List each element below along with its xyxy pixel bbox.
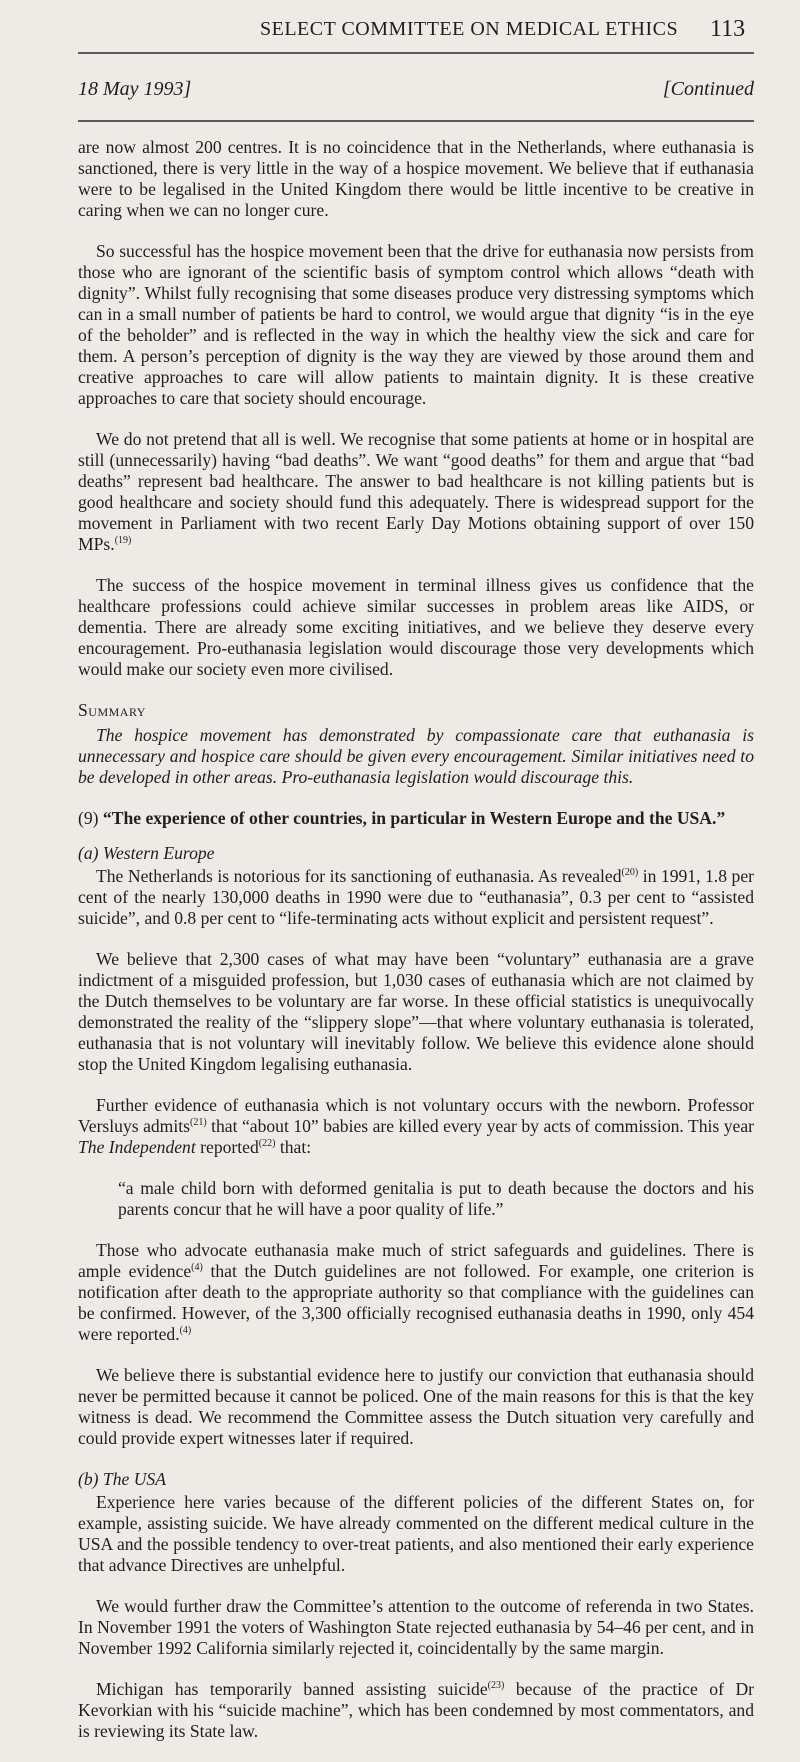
header-rule-top xyxy=(78,52,754,54)
paragraph-dignity: So successful has the hospice movement been that the drive for euthanasia now persists from those who are ignorant of the scientific basis of symptom control which allows “death with dignity”. Whilst fully recognising that some diseases produce very distressing symptoms which can in a small number of patients be hard to control, we would argue that dignity “is in the eye of the beholder” and is reflected in the way in which the healthy view the sick and care for them. A person’s perception of dignity is the way they are viewed by those around them and creative approaches to care will allow patients to maintain dignity. It is these creative approaches to care that society should encourage. xyxy=(78,241,754,408)
section-number: (9) xyxy=(78,808,99,828)
paragraph-text: Further evidence of euthanasia which is not voluntary occurs with the newborn. Professor Versluys admits xyxy=(78,1095,754,1136)
paragraph-text: reported xyxy=(195,1137,259,1157)
evidence-date: 18 May 1993] xyxy=(78,78,192,100)
block-quote: “a male child born with deformed genitalia is put to death because the doctors and his parents concur that he will have a poor quality of life.” xyxy=(118,1178,754,1219)
paragraph-hospice-success: The success of the hospice movement in terminal illness gives us confidence that the healthcare professions could achieve similar successes in problem areas like AIDS, or dementia. There are already some exciting initiatives, and we believe they deserve every encouragement. Pro-euthanasia legislation would discourage those very developments which would make our society even more civilised. xyxy=(78,575,754,679)
paragraph-continuation: are now almost 200 centres. It is no coincidence that in the Netherlands, where euthanasia is sanctioned, there is very little in the way of a hospice movement. We believe that if euthanasia were to be legalised in the United Kingdom there would be little incentive to be creative in caring when we can no longer cure. xyxy=(78,137,754,220)
paragraph-text: We do not pretend that all is well. We recognise that some patients at home or in hospital are still (unnecessarily) having “bad deaths”. We want “good deaths” for them and argue that “bad deaths” represent bad healthcare. The answer to bad healthcare is not killing patients but is good healthcare and society should fund this adequately. There is widespread support for the movement in Parliament with two recent Early Day Motions obtaining support of over 150 MPs. xyxy=(78,429,754,554)
page-number: 113 xyxy=(710,16,746,42)
header-rule-bottom xyxy=(78,120,754,122)
running-head xyxy=(0,18,800,48)
document-body xyxy=(78,137,754,1762)
paragraph-text: Those who advocate euthanasia make much of strict safeguards and guidelines. There is ample evidence xyxy=(78,1240,754,1281)
paragraph-policing: We believe there is substantial evidence here to justify our conviction that euthanasia should never be permitted because it cannot be policed. One of the main reasons for this is that the key witness is dead. We recommend the Committee assess the Dutch situation very carefully and could provide expert witnesses later if required. xyxy=(78,1365,754,1448)
date-line xyxy=(78,78,754,101)
reference-marker: (19) xyxy=(114,535,132,547)
paragraph-text: in 1991, 1.8 per cent of the nearly 130,000 deaths in 1990 were due to “euthanasia”, 0.3 per cent to “assisted suicide”, and 0.8 per cent to “life-terminating acts without explicit and persistent request”. xyxy=(78,866,754,928)
paragraph-referenda: We would further draw the Committee’s attention to the outcome of referenda in two States. In November 1991 the voters of Washington State rejected euthanasia by 54–46 per cent, and in November 1992 California similarly rejected it, coincidentally by the same margin. xyxy=(78,1596,754,1658)
section-title: “The experience of other countries, in particular in Western Europe and the USA.” xyxy=(102,808,726,828)
summary-text: The hospice movement has demonstrated by compassionate care that euthanasia is unnecessary and hospice care should be given every encouragement. Similar initiatives need to be developed in other areas. Pro-euthanasia legislation would discourage this. xyxy=(78,725,754,787)
running-title: SELECT COMMITTEE ON MEDICAL ETHICS xyxy=(260,18,679,40)
paragraph-slippery-slope: We believe that 2,300 cases of what may have been “voluntary” euthanasia are a grave indictment of a misguided profession, but 1,030 cases of euthanasia which are not claimed by the Dutch themselves to be voluntary are far worse. In these official statistics is unequivocally demonstrated the reality of the “slippery slope”—that where voluntary euthanasia is tolerated, euthanasia that is not voluntary will inevitably follow. We believe this evidence alone should stop the United Kingdom legalising euthanasia. xyxy=(78,949,754,1074)
paragraph-text: Michigan has temporarily banned assisting suicide xyxy=(96,1679,488,1699)
paragraph-netherlands xyxy=(78,866,754,929)
reference-marker: (20) xyxy=(621,867,639,879)
paragraph-text: that “about 10” babies are killed every year by acts of commission. This year xyxy=(206,1116,754,1136)
reference-marker: (23) xyxy=(487,1680,505,1692)
summary-heading: Summary xyxy=(78,700,146,720)
paragraph-bad-deaths xyxy=(78,429,754,555)
reference-marker: (21) xyxy=(189,1117,207,1129)
paragraph-usa-experience: Experience here varies because of the different policies of the different States on, for example, assisting suicide. We have already commented on the different medical culture in the USA and the possible tendency to over-treat patients, and also mentioned their early experience that advance Directives are unhelpful. xyxy=(78,1492,754,1575)
paragraph-safeguards xyxy=(78,1240,754,1345)
reference-marker: (4) xyxy=(191,1262,203,1274)
continued-label: [Continued xyxy=(662,78,754,100)
paragraph-michigan xyxy=(78,1679,754,1742)
section-heading-9 xyxy=(78,808,754,829)
paragraph-text: that the Dutch guidelines are not followed. For example, one criterion is notification after death to the appropriate authority so that compliance with the guidelines can be confirmed. However, of the 3,300 officially recognised euthanasia deaths in 1990, only 454 were reported. xyxy=(78,1261,754,1344)
paragraph-text: The Netherlands is notorious for its sanctioning of euthanasia. As revealed xyxy=(96,866,622,886)
paragraph-text: because of the practice of Dr Kevorkian with his “suicide machine”, which has been condemned by most commentators, and is reviewing its State law. xyxy=(78,1679,755,1741)
subheading-western-europe: (a) Western Europe xyxy=(78,843,215,863)
subheading-usa: (b) The USA xyxy=(78,1469,166,1489)
paragraph-newborn xyxy=(78,1095,754,1158)
paragraph-text: that: xyxy=(275,1137,312,1157)
reference-marker: (4) xyxy=(179,1325,192,1337)
newspaper-title: The Independent xyxy=(78,1137,196,1157)
reference-marker: (22) xyxy=(258,1138,276,1150)
